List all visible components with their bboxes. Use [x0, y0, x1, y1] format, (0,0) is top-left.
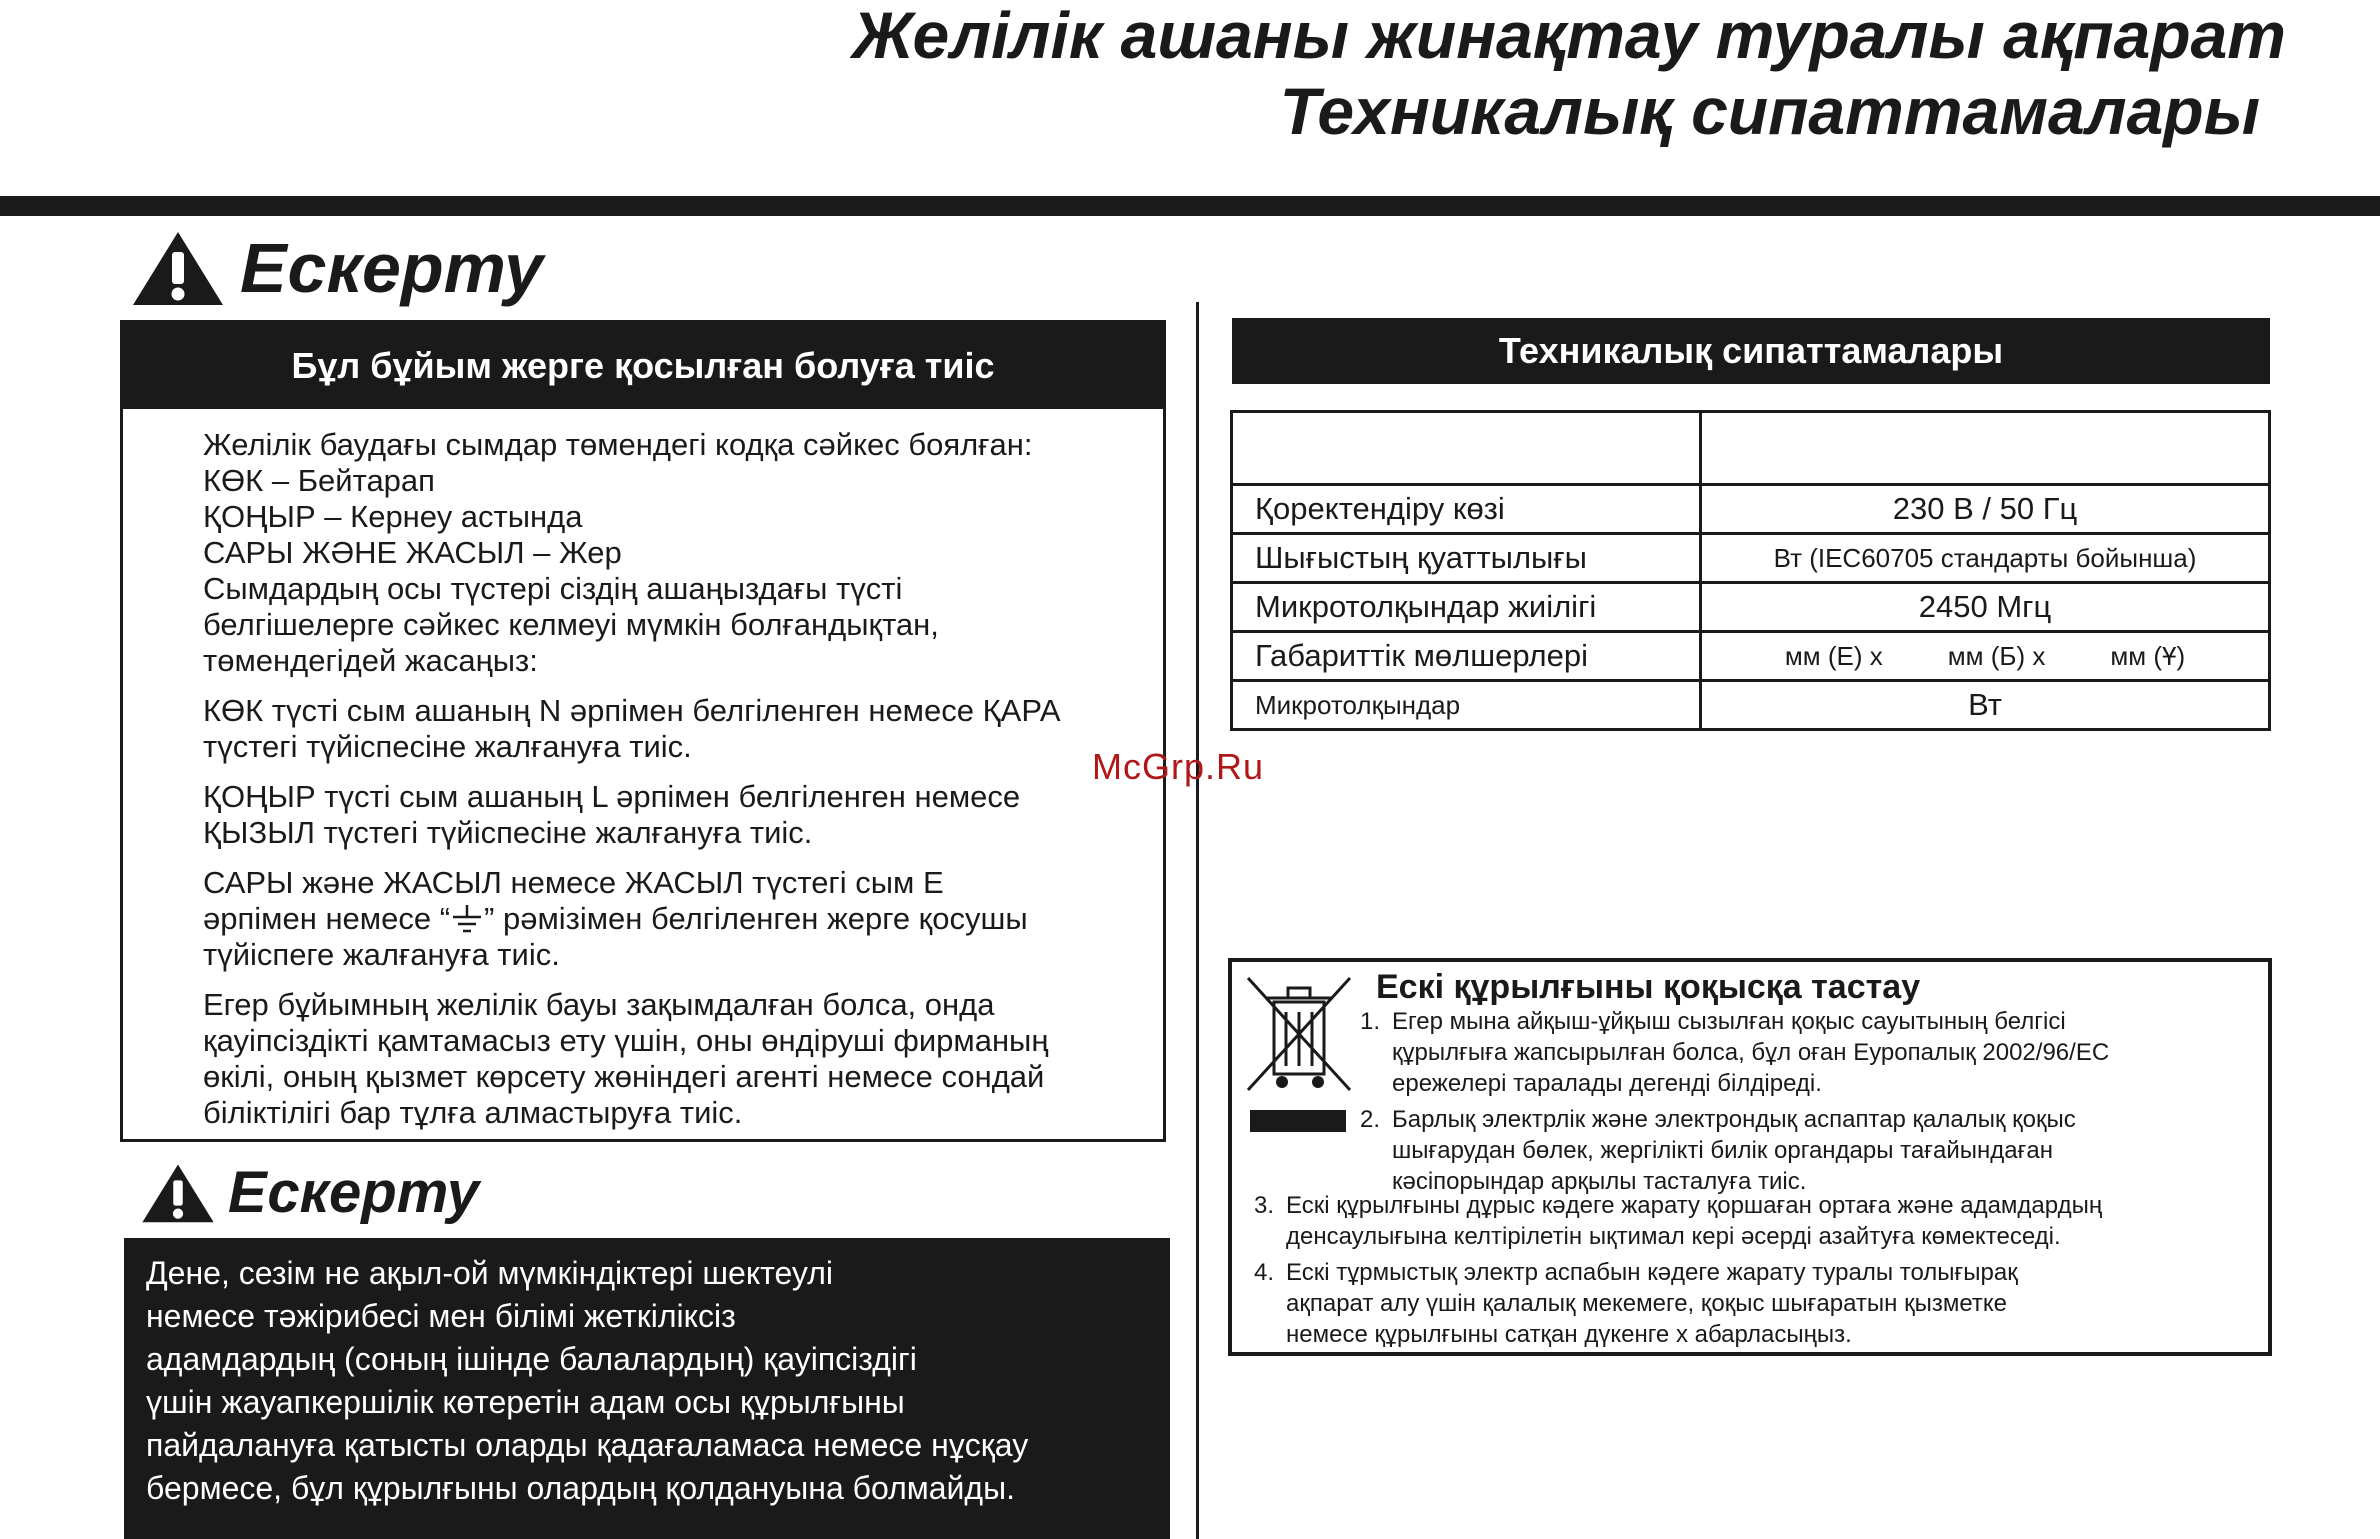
disposal-list-bottom: [1254, 1190, 2254, 1355]
text-line: кәсіпорындар арқылы тасталуға тиіс.: [1392, 1168, 1807, 1195]
text-fragment: әрпімен немесе “: [203, 901, 451, 936]
text-line: ҚОҢЫР түсті сым ашаның L әрпімен белгіленген немесе: [203, 779, 1021, 814]
table-cell: [1701, 412, 2270, 485]
item-number: 2.: [1360, 1106, 1381, 1133]
warning-triangle-icon: [130, 228, 226, 308]
header-rule: [0, 196, 2380, 216]
disposal-box: [1228, 958, 2272, 1356]
specs-title: Техникалық сипаттамалары: [1232, 318, 2270, 384]
text-line: немесе құрылғыны сатқан дүкенге х абарласыңыз.: [1286, 1321, 1852, 1348]
crossed-bin-icon: [1244, 972, 1354, 1100]
supervision-warning-box: [124, 1238, 1170, 1539]
text-line: САРЫ және ЖАСЫЛ немесе ЖАСЫЛ түстегі сым E: [203, 865, 944, 900]
spec-value: 230 В / 50 Гц: [1701, 485, 2270, 534]
spec-label: Қоректендіру көзі: [1232, 485, 1701, 534]
text-line: Ескі құрылғыны дұрыс кәдеге жарату қоршаған ортаға және адамдардың: [1286, 1192, 2103, 1219]
blue-wire-paragraph: [203, 693, 1133, 765]
table-row: [1232, 534, 2270, 583]
table-cell: [1232, 412, 1701, 485]
disposal-list-top: [1360, 1006, 2240, 1202]
text-line: КӨК – Бейтарап: [203, 463, 435, 498]
text-line: адамдардың (соның ішінде балалардың) қауіпсіздігі: [146, 1341, 917, 1377]
text-line: төмендегідей жасаңыз:: [203, 643, 538, 678]
separate-collection-bar: [1250, 1110, 1346, 1132]
warning-triangle-icon: [140, 1160, 216, 1226]
spec-label: Микротолқындар жиілігі: [1232, 583, 1701, 632]
spec-value: Вт (IEC60705 стандарты бойынша): [1701, 534, 2270, 583]
text-line: шығарудан бөлек, жергілікті билік органдары тағайындаған: [1392, 1137, 2053, 1164]
text-line: немесе тәжірибесі мен білімі жеткіліксіз: [146, 1298, 736, 1334]
text-line: үшін жауапкершілік көтеретін адам осы құрылғыны: [146, 1384, 905, 1420]
table-row: [1232, 583, 2270, 632]
text-line: Дене, сезім не ақыл-ой мүмкіндіктері шектеулі: [146, 1255, 833, 1291]
text-line: Желілік баудағы сымдар төмендегі кодқа сәйкес боялған:: [203, 427, 1033, 462]
spec-value: Вт: [1701, 681, 2270, 730]
grounding-box-title: Бұл бұйым жерге қосылған болуға тиіс: [123, 323, 1163, 409]
text-line: ақпарат алу үшін қалалық мекемеге, қоқыс шығаратын қызметке: [1286, 1290, 2008, 1317]
column-divider: [1196, 302, 1199, 1539]
text-line: [203, 901, 1133, 937]
spec-value: 2450 Мгц: [1701, 583, 2270, 632]
text-line: пайдалануға қатысты оларды қадағаламаса немесе нұсқау: [146, 1427, 1029, 1463]
page-title-line1: Желілік ашаны жинақтау туралы ақпарат: [852, 0, 2286, 72]
specs-table: [1230, 410, 2271, 731]
page-title-line2: Техникалық сипаттамалары: [1279, 74, 2260, 148]
table-row: [1232, 681, 2270, 730]
warning-heading-2: [140, 1160, 479, 1226]
list-item: [1254, 1190, 2254, 1252]
table-row: [1232, 485, 2270, 534]
text-line: Сымдардың осы түстері сіздің ашаңыздағы түсті: [203, 571, 903, 606]
spec-label: Габариттік мөлшерлері: [1232, 632, 1701, 681]
text-line: ҚЫЗЫЛ түстегі түйіспесіне жалғануға тиіс.: [203, 815, 813, 850]
table-row: [1232, 412, 2270, 485]
item-number: 4.: [1254, 1259, 1275, 1286]
text-line: түйіспеге жалғануға тиіс.: [203, 937, 560, 972]
item-number: 1.: [1360, 1008, 1381, 1035]
spec-value: мм (Е) x мм (Б) x мм (Ұ): [1701, 632, 2270, 681]
spec-label: Микротолқындар: [1232, 681, 1701, 730]
text-fragment: ” рәмізімен белгіленген жерге қосушы: [484, 901, 1028, 936]
text-line: Егер бұйымның желілік бауы зақымдалған болса, онда: [203, 987, 995, 1022]
text-line: САРЫ ЖӘНЕ ЖАСЫЛ – Жер: [203, 535, 622, 570]
earth-wire-paragraph: [203, 865, 1133, 973]
text-line: денсаулығына келтірілетін ықтимал кері әсерді азайтуға көмектеседі.: [1286, 1223, 2061, 1250]
item-number: 3.: [1254, 1192, 1275, 1219]
text-line: қауіпсіздікті қамтамасыз ету үшін, оны өндіруші фирманың: [203, 1023, 1049, 1058]
disposal-title: Ескі құрылғыны қоқысқа тастау: [1376, 968, 1921, 1006]
text-line: Егер мына айқыш-ұйқыш сызылған қоқыс сауытының белгісі: [1392, 1008, 2066, 1035]
power-cord-paragraph: [203, 987, 1133, 1131]
warning-heading-text: Ескерту: [228, 1160, 480, 1225]
watermark: McGrp.Ru: [1092, 746, 1265, 787]
text-line: Барлық электрлік және электрондық аспаптар қалалық қоқыс: [1392, 1106, 2076, 1133]
text-line: КӨК түсті сым ашаның N әрпімен белгіленген немесе ҚАРА: [203, 693, 1061, 728]
warning-heading-text: Ескерту: [240, 229, 544, 307]
text-line: құрылғыға жапсырылған болса, бұл оған Еуропалық 2002/96/EC: [1392, 1039, 2110, 1066]
list-item: [1360, 1104, 2240, 1197]
text-line: бермесе, бұл құрылғыны олардың қолдануына болмайды.: [146, 1470, 1015, 1506]
ground-symbol-icon: [450, 903, 484, 935]
grounding-box: [120, 320, 1166, 1142]
text-line: Ескі тұрмыстық электр аспабын кәдеге жарату туралы толығырақ: [1286, 1259, 2018, 1286]
text-line: біліктілігі бар тұлға алмастыруға тиіс.: [203, 1095, 743, 1130]
spec-label: Шығыстың қуаттылығы: [1232, 534, 1701, 583]
grounding-box-body: [123, 409, 1163, 1131]
text-line: өкілі, оның қызмет көрсету жөніндегі агенті немесе сондай: [203, 1059, 1045, 1094]
text-line: белгішелерге сәйкес келмеуі мүмкін болғандықтан,: [203, 607, 939, 642]
warning-heading-1: [130, 228, 543, 308]
brown-wire-paragraph: [203, 779, 1133, 851]
text-line: ережелері таралады дегенді білдіреді.: [1392, 1070, 1822, 1097]
table-row: [1232, 632, 2270, 681]
list-item: [1360, 1006, 2240, 1099]
list-item: [1254, 1257, 2254, 1350]
text-line: ҚОҢЫР – Кернеу астында: [203, 499, 583, 534]
wire-color-intro: [203, 427, 1133, 679]
text-line: түстегі түйіспесіне жалғануға тиіс.: [203, 729, 692, 764]
